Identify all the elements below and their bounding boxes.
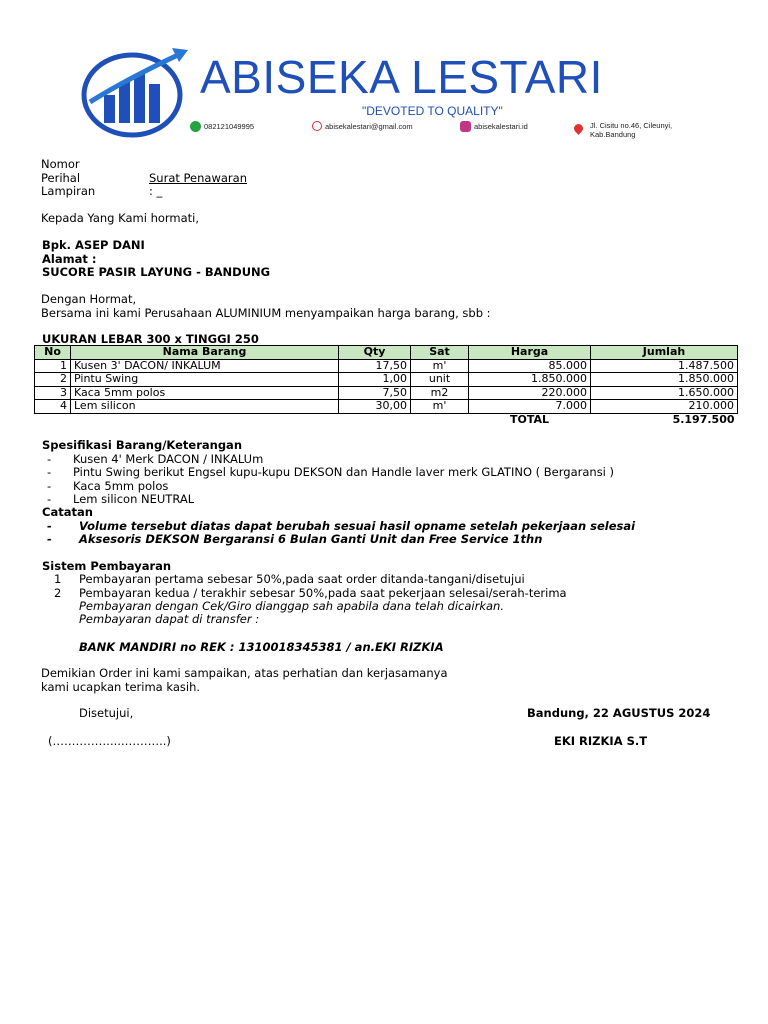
perihal-label: Perihal [41, 171, 81, 185]
pembayaran-item: Pembayaran kedua / terakhir sebesar 50%,pada saat pekerjaan selesai/serah-terima [79, 586, 567, 600]
pembayaran-item-no: 1 [54, 572, 62, 586]
cell-qty: 17,50 [339, 359, 411, 373]
company-tagline: "DEVOTED TO QUALITY" [362, 104, 503, 118]
table-row [35, 373, 738, 387]
pembayaran-note-cek: Pembayaran dengan Cek/Giro dianggap sah apabila dana telah dicairkan. [79, 599, 505, 613]
nomor-label: Nomor [41, 157, 80, 171]
cell-qty: 1,00 [339, 373, 411, 387]
table-total-row [35, 413, 738, 426]
signature-blank: (……………....………..) [48, 734, 171, 748]
col-header-harga: Harga [469, 346, 591, 360]
cell-no: 1 [35, 359, 71, 373]
cell-no: 4 [35, 400, 71, 414]
recipient-address-label: Alamat : [42, 252, 97, 266]
total-value: 5.197.500 [672, 413, 735, 426]
col-header-no: No [35, 346, 71, 360]
cell-qty: 7,50 [339, 386, 411, 400]
cell-harga: 1.850.000 [469, 373, 591, 387]
signer-name: EKI RIZKIA S.T [554, 734, 648, 748]
cell-harga: 7.000 [469, 400, 591, 414]
contact-instagram: abisekalestari.id [460, 121, 528, 132]
spesifikasi-item: - Kusen 4' Merk DACON / INKALUm [47, 452, 264, 466]
place-date: Bandung, 22 AGUSTUS 2024 [527, 706, 711, 720]
greeting: Kepada Yang Kami hormati, [41, 211, 200, 225]
cell-jumlah: 210.000 [591, 400, 738, 414]
recipient-address: SUCORE PASIR LAYUNG - BANDUNG [42, 265, 271, 279]
cell-jumlah: 1.650.000 [591, 386, 738, 400]
cell-nama-barang: Kaca 5mm polos [71, 386, 339, 400]
table-row [35, 359, 738, 373]
cell-qty: 30,00 [339, 400, 411, 414]
table-caption: UKURAN LEBAR 300 x TINGGI 250 [42, 332, 259, 346]
closing-line-1: Demikian Order ini kami sampaikan, atas perhatian dan kerjasamanya [41, 666, 448, 680]
table-header-row [35, 346, 738, 360]
cell-nama-barang: Lem silicon [71, 400, 339, 414]
catatan-item: - Aksesoris DEKSON Bergaransi 6 Bulan Ganti Unit dan Free Service 1thn [47, 532, 543, 546]
spesifikasi-item: - Kaca 5mm polos [47, 479, 169, 493]
pembayaran-note-transfer: Pembayaran dapat di transfer : [79, 612, 260, 626]
location-pin-icon [572, 122, 585, 135]
table-row [35, 400, 738, 414]
cell-no: 3 [35, 386, 71, 400]
col-header-sat: Sat [411, 346, 469, 360]
contact-phone: 082121049995 [190, 121, 254, 132]
approved-label: Disetujui, [79, 706, 134, 720]
recipient-name: Bpk. ASEP DANI [42, 238, 145, 252]
cell-jumlah: 1.850.000 [591, 373, 738, 387]
cell-nama-barang: Pintu Swing [71, 373, 339, 387]
perihal-value: Surat Penawaran [149, 171, 247, 185]
company-name: ABISEKA LESTARI [200, 51, 603, 103]
pembayaran-title: Sistem Pembayaran [42, 559, 172, 573]
closing-line-2: kami ucapkan terima kasih. [41, 680, 201, 694]
col-header-qty: Qty [339, 346, 411, 360]
lampiran-value: : _ [149, 184, 163, 198]
intro-text: Bersama ini kami Perusahaan ALUMINIUM menyampaikan harga barang, sbb : [41, 306, 491, 320]
cell-harga: 85.000 [469, 359, 591, 373]
lampiran-label: Lampiran [41, 184, 96, 198]
company-logo [80, 40, 192, 138]
col-header-nama-barang: Nama Barang [71, 346, 339, 360]
cell-nama-barang: Kusen 3' DACON/ INKALUM [71, 359, 339, 373]
price-table [34, 345, 738, 426]
pembayaran-item: Pembayaran pertama sebesar 50%,pada saat order ditanda-tangani/disetujui [79, 572, 525, 586]
spesifikasi-title: Spesifikasi Barang/Keterangan [42, 438, 243, 452]
spesifikasi-item: - Lem silicon NEUTRAL [47, 492, 195, 506]
cell-harga: 220.000 [469, 386, 591, 400]
catatan-title: Catatan [42, 505, 93, 519]
instagram-icon [460, 121, 471, 132]
table-row [35, 386, 738, 400]
whatsapp-icon [190, 121, 201, 132]
total-label: TOTAL [509, 413, 550, 426]
spesifikasi-item: - Pintu Swing berikut Engsel kupu-kupu DEKSON dan Handle laver merk GLATINO ( Bergaransi ) [47, 465, 615, 479]
pembayaran-item-no: 2 [54, 586, 62, 600]
intro-salutation: Dengan Hormat, [41, 292, 137, 306]
catatan-item: - Volume tersebut diatas dapat berubah sesuai hasil opname setelah pekerjaan selesai [47, 519, 636, 533]
contact-address: Jl. Cisitu no.46, Cileunyi, Kab.Bandung [574, 121, 672, 139]
cell-sat: m2 [411, 386, 469, 400]
cell-jumlah: 1.487.500 [591, 359, 738, 373]
bank-account: BANK MANDIRI no REK : 1310018345381 / an.EKI RIZKIA [79, 640, 444, 654]
cell-no: 2 [35, 373, 71, 387]
col-header-jumlah: Jumlah [591, 346, 738, 360]
cell-sat: unit [411, 373, 469, 387]
email-icon [312, 121, 322, 131]
contact-email: abisekalestari@gmail.com [312, 121, 413, 131]
cell-sat: m' [411, 359, 469, 373]
cell-sat: m' [411, 400, 469, 414]
